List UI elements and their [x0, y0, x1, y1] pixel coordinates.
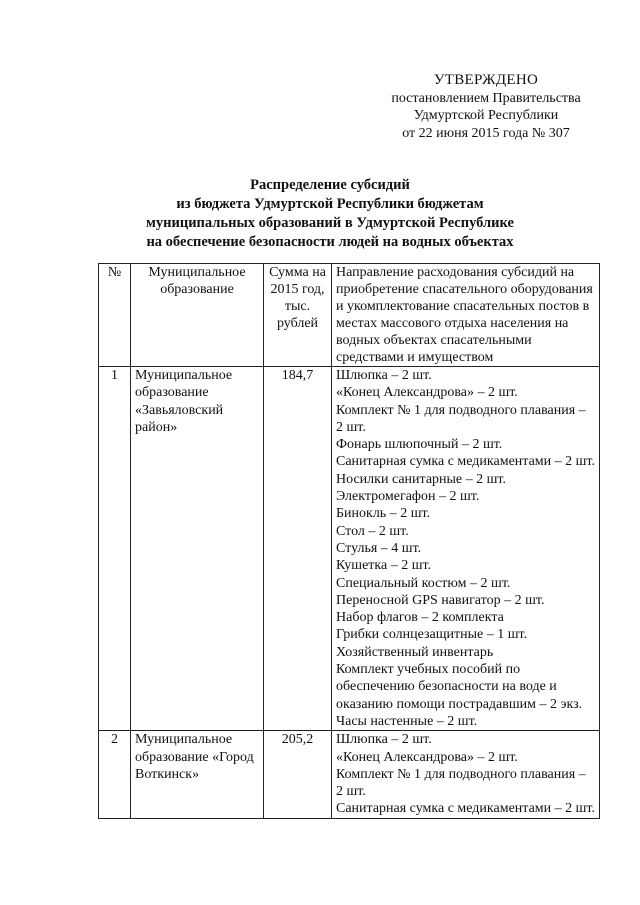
row-items [332, 731, 600, 818]
header-sum: Сумма на 2015 год, тыс. рублей [264, 264, 332, 367]
row-municipality: Муниципальное образование «Завьяловский район» [131, 367, 264, 731]
list-item: Комплект № 1 для подводного плавания – 2 шт. [336, 766, 586, 800]
header-direction: Направление расходования субсидий на приобретение спасательного оборудования и укомплектование спасательных постов в местах массового отдыха населения на водных объектах спасательными средствами и имуществом [332, 264, 600, 367]
list-item: Кушетка – 2 шт. [336, 558, 432, 574]
heading-line-2: из бюджета Удмуртской Республики бюджетам [176, 196, 484, 212]
list-item: «Конец Александрова» – 2 шт. [336, 385, 518, 401]
table-row [99, 731, 600, 818]
approval-line-1: постановлением Правительства [391, 90, 581, 106]
list-item: Переносной GPS навигатор – 2 шт. [336, 592, 545, 608]
row-sum: 184,7 [264, 367, 332, 731]
list-item: Шлюпка – 2 шт. [336, 732, 432, 748]
list-item: Комплект № 1 для подводного плавания – 2 шт. [336, 402, 586, 435]
row-sum: 205,2 [264, 731, 332, 818]
header-row [99, 264, 600, 367]
row-municipality: Муниципальное образование «Город Воткинск» [131, 731, 264, 818]
header-municipality: Муниципальное образование [131, 264, 264, 367]
table-row [99, 367, 600, 731]
list-item: Электромегафон – 2 шт. [336, 489, 480, 505]
approval-line-3: от 22 июня 2015 года № 307 [402, 125, 570, 141]
heading-line-3: муниципальных образований в Удмуртской Республике [146, 215, 514, 231]
list-item: Специальный костюм – 2 шт. [336, 575, 511, 591]
row-items [332, 367, 600, 731]
heading-line-4: на обеспечение безопасности людей на водных объектах [146, 234, 514, 250]
list-item: Бинокль – 2 шт. [336, 506, 431, 522]
subsidy-table [98, 263, 600, 819]
approval-stamp [378, 72, 594, 142]
header-num: № [99, 264, 131, 367]
list-item: Часы настенные – 2 шт. [336, 713, 478, 729]
list-item: Санитарная сумка с медикаментами – 2 шт. [336, 801, 595, 817]
list-item: «Конец Александрова» – 2 шт. [336, 749, 518, 765]
heading-line-1: Распределение субсидий [250, 177, 410, 193]
list-item: Стулья – 4 шт. [336, 540, 422, 556]
list-item: Шлюпка – 2 шт. [336, 368, 432, 383]
list-item: Хозяйственный инвентарь [336, 644, 494, 660]
list-item: Набор флагов – 2 комплекта [336, 610, 504, 626]
list-item: Санитарная сумка с медикаментами – 2 шт. [336, 454, 595, 470]
row-num: 1 [99, 367, 131, 731]
list-item: Носилки санитарные – 2 шт. [336, 471, 506, 487]
row-num: 2 [99, 731, 131, 818]
table-header [99, 264, 600, 367]
list-item: Стол – 2 шт. [336, 523, 409, 539]
table-body [99, 367, 600, 819]
list-item: Комплект учебных пособий по обеспечению безопасности на воде и оказанию помощи пострадавшим – 2 экз. [336, 662, 583, 712]
approval-title: УТВЕРЖДЕНО [433, 72, 539, 88]
approval-line-2: Удмуртской Республики [413, 108, 559, 123]
document-heading [60, 176, 600, 252]
list-item: Фонарь шлюпочный – 2 шт. [336, 437, 503, 453]
list-item: Грибки солнцезащитные – 1 шт. [336, 627, 528, 643]
